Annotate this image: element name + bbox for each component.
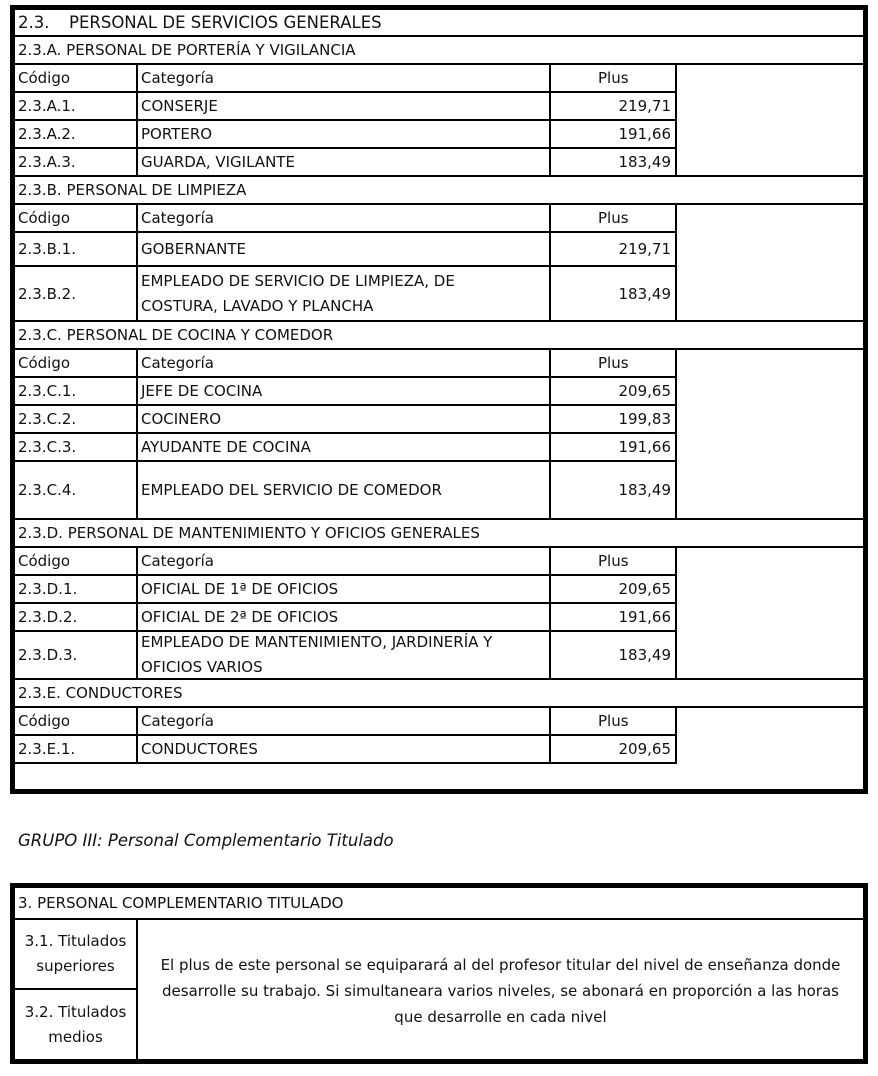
table-row [15,149,863,177]
item-line: 3.1. Titulados [24,932,127,950]
row-code: 2.3.E.1. [15,736,138,764]
row-plus: 191,66 [551,121,677,149]
blank-cell [677,548,863,576]
category-line: COSTURA, LAVADO Y PLANCHA [141,296,374,315]
row-plus: 183,49 [551,632,677,680]
row-code: 2.3.B.1. [15,233,138,267]
group3-items [15,920,138,1061]
row-code: 2.3.D.2. [15,604,138,632]
row-plus: 183,49 [551,267,677,322]
table-row [15,233,863,267]
header-codigo: Código [15,708,138,736]
row-category [138,632,551,680]
blank-cell [677,462,863,520]
table-row [15,736,863,764]
blank-cell [677,378,863,406]
row-plus: 209,65 [551,576,677,604]
header-plus: Plus [551,708,677,736]
item-line: superiores [36,957,115,975]
blank-cell [677,576,863,604]
group3-table [10,883,868,1064]
header-codigo: Código [15,65,138,93]
group3-body [15,920,863,1061]
description-line: que desarrolle en cada nivel [394,1007,607,1026]
header-codigo: Código [15,548,138,576]
category-line: EMPLEADO DE MANTENIMIENTO, JARDINERÍA Y [141,633,493,651]
row-code: 2.3.C.3. [15,434,138,462]
group3-description [138,920,863,1061]
row-category: PORTERO [138,121,551,149]
blank-cell [677,205,863,233]
row-code: 2.3.B.2. [15,267,138,322]
blank-cell [677,233,863,267]
blank-cell [677,65,863,93]
subsection-heading: 2.3.A. PERSONAL DE PORTERÍA Y VIGILANCIA [15,37,863,65]
row-category: AYUDANTE DE COCINA [138,434,551,462]
table-row [15,434,863,462]
row-category: CONSERJE [138,93,551,121]
subsection-heading: 2.3.E. CONDUCTORES [15,680,863,708]
table-row [15,604,863,632]
row-code: 2.3.D.1. [15,576,138,604]
row-code: 2.3.A.1. [15,93,138,121]
item-line: 3.2. Titulados [24,1003,127,1021]
blank-cell [677,406,863,434]
row-plus: 219,71 [551,233,677,267]
blank-cell [677,121,863,149]
row-plus: 183,49 [551,462,677,520]
row-code: 2.3.C.4. [15,462,138,520]
row-category: GOBERNANTE [138,233,551,267]
row-category: GUARDA, VIGILANTE [138,149,551,177]
table-row [15,576,863,604]
category-line: OFICIOS VARIOS [141,658,263,676]
header-categoria: Categoría [138,708,551,736]
header-categoria: Categoría [138,548,551,576]
item-titulados-superiores [15,920,136,990]
row-code: 2.3.A.3. [15,149,138,177]
group-caption: GRUPO III: Personal Complementario Titulado [18,831,394,850]
row-code: 2.3.A.2. [15,121,138,149]
item-line: medios [48,1028,103,1046]
row-category: JEFE DE COCINA [138,378,551,406]
row-category: OFICIAL DE 1ª DE OFICIOS [138,576,551,604]
subsection-heading: 2.3.D. PERSONAL DE MANTENIMIENTO Y OFICIOS GENERALES [15,520,863,548]
table-row [15,632,863,680]
header-categoria: Categoría [138,65,551,93]
row-plus: 191,66 [551,604,677,632]
header-codigo: Código [15,350,138,378]
group3-title: 3. PERSONAL COMPLEMENTARIO TITULADO [15,888,863,920]
header-categoria: Categoría [138,205,551,233]
blank-cell [677,93,863,121]
row-code: 2.3.C.2. [15,406,138,434]
row-category: CONDUCTORES [138,736,551,764]
table-row [15,267,863,322]
table-row [15,121,863,149]
row-code: 2.3.D.3. [15,632,138,680]
blank-cell [677,350,863,378]
table-row [15,462,863,520]
header-plus: Plus [551,350,677,378]
row-plus: 199,83 [551,406,677,434]
header-plus: Plus [551,205,677,233]
column-header-row [15,548,863,576]
table-row [15,406,863,434]
blank-cell [677,434,863,462]
services-staff-table [10,5,868,794]
section-title [15,10,863,37]
table-row [15,93,863,121]
row-plus: 183,49 [551,149,677,177]
row-category: EMPLEADO DEL SERVICIO DE COMEDOR [138,462,551,520]
blank-cell [677,604,863,632]
blank-cell [677,149,863,177]
row-plus: 209,65 [551,378,677,406]
column-header-row [15,65,863,93]
blank-cell [677,632,863,680]
section-title-text: PERSONAL DE SERVICIOS GENERALES [69,13,382,32]
subsection-heading: 2.3.B. PERSONAL DE LIMPIEZA [15,177,863,205]
header-plus: Plus [551,548,677,576]
row-code: 2.3.C.1. [15,378,138,406]
subsection-heading: 2.3.C. PERSONAL DE COCINA Y COMEDOR [15,322,863,350]
column-header-row [15,350,863,378]
header-codigo: Código [15,205,138,233]
item-titulados-medios [15,990,136,1060]
row-category: OFICIAL DE 2ª DE OFICIOS [138,604,551,632]
row-category: COCINERO [138,406,551,434]
category-line: EMPLEADO DE SERVICIO DE LIMPIEZA, DE [141,271,455,290]
row-plus: 219,71 [551,93,677,121]
blank-cell [677,267,863,322]
description-line: El plus de este personal se equiparará al del profesor titular del nivel de enseñanza donde [160,955,841,974]
column-header-row [15,708,863,736]
header-categoria: Categoría [138,350,551,378]
row-category [138,267,551,322]
row-plus: 209,65 [551,736,677,764]
row-plus: 191,66 [551,434,677,462]
table-row [15,378,863,406]
header-plus: Plus [551,65,677,93]
blank-cell [677,736,863,764]
description-line: desarrolle su trabajo. Si simultaneara varios niveles, se abonará en proporción a las horas [162,981,839,1000]
column-header-row [15,205,863,233]
section-number: 2.3. [18,13,50,32]
blank-cell [677,708,863,736]
